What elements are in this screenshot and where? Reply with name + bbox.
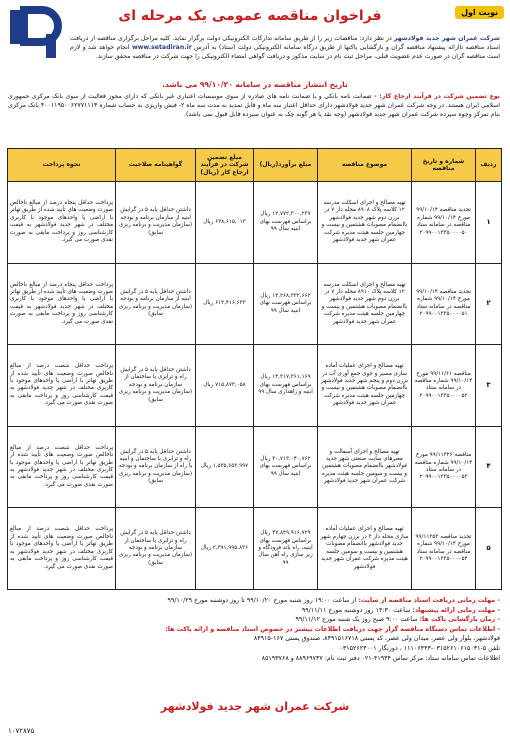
intro-text: در نظر دارد: مناقصات زیر را از طریق سامانه تداركات الکترونیکی دولت برگزار نماید. کلیه مراحل برگزاری مناقصه از دریافت اسناد مناقصه تاارائه پیشنهاد مناقصه گران و بازگشایی پاکتها از طریق درگاه سامانه الکترونیکی دولت (ستاد) به آدرس bbox=[70, 35, 500, 51]
opening-time-label: - زمان بازگشایی پاکت ها: bbox=[419, 616, 500, 624]
row-payment: پرداخت حداقل پنجاه درصد از مبالغ ناخالص صورت وضعیت های تأیید شده از طریق تهاتر با اراضی یا واحدهای موجود با کاربری مختلف در شهر جدید فولادشهر به قیمت کارشناسی روز و پرداخت مابقی به صورت نقدی صورت می گیرد. bbox=[8, 263, 116, 345]
row-no: ۴ bbox=[476, 426, 502, 508]
col-header-estimate: مبلغ برآورد(ریال) bbox=[254, 149, 318, 182]
row-cert: داشتن حداقل پایه ۵ در گرایش راه و ترابری یا ساختمان از سازمان برنامه و بودجه (سازمان مدیریت و برنامه ریزی سابق) bbox=[116, 345, 196, 427]
intro-text-2: انجام خواهد شد و لازم است مناقصه گران در صورت عدم عضویت قبلی، مراحل ثبت نام در سایت مذکور و دریافت گواهی امضاء الکترونیکی را جهت شرکت در مناقصه محقق سازند. bbox=[70, 44, 500, 60]
company-name-footer: شرکت عمران شهر جدید فولادشهر bbox=[160, 700, 350, 713]
table-row bbox=[8, 345, 502, 427]
row-subject: تهیه مصالح و اجرای آسفالت و معبرهای سایت صنعتی شهر جدید فولادشهر باانضمام مصوبات هشتمین و بیست و سومین جلسه هیئت مدیره شرکت عمران شهر جدید فولادشهر bbox=[318, 426, 412, 508]
row-subject: تهیه مصالح و اجرای عملیات آماده سازی محله دار ۳ در برزن چهارم شهر جدید فولادشهر باانضمام مصوبات هشتمین و بیست و سومین جلسه هیئت مدیره شرکت عمران شهر جدید فولادشهر bbox=[318, 508, 412, 590]
col-header-tender: شماره و تاریخ مناقصه bbox=[412, 149, 476, 182]
table-header-row bbox=[8, 149, 502, 182]
row-cert: داشتن حداقل پایه ۵ در گرایش راه و ترابری یا ساختمان از سازمان برنامه و بودجه (سازمان مدیریت و برنامه ریزی سابق) bbox=[116, 508, 196, 590]
row-no: ۳ bbox=[476, 345, 502, 427]
row-deposit: ۶۳۸,۶۱۵,۰۱۳ ریال bbox=[196, 182, 254, 264]
contact-info-title: - اطلاعات تماس دستگاه مناقصه گزار جهت دریافت اطلاعات بیشتر در خصوص اسناد مناقصه و ارائه پاکت ها: bbox=[165, 625, 500, 633]
guarantee-title: نوع تضمین شرکت در فرآیند ارجاع کار: - bbox=[374, 93, 501, 100]
guarantee-text: ضمانت نامه بانکی و یا ضمانت نامه های صادره از سوی موسسات اعتباری غیر بانکی که دارای مجوز فعالیت از سوی بانک مرکزی جمهوری اسلامی ایران هستند. در وجه شرکت عمران شهر جدید فولادشهر دارای حداقل اعتبار سه ماه و قابل تمدید به مدت سه ماه ۲- فیش واریزی به حساب شماره ۴۰۰۱۱۹۵۰۰۶۲۷۷۱۱۱۳ بانک مرکزی بنام تمرکز وجوه سپرده شرکت عمران شهر جدید فولادشهر (وجه نقد یا هر گونه چک به عنوان سپرده قابل قبول نمی باشد). bbox=[8, 93, 500, 118]
intro-paragraph bbox=[70, 34, 500, 61]
row-subject: تهیه مصالح و اجرای عملیات آماده سازی مسیر و جوی جمع آوری آب در برزن دوم و پنجم شهر جدید فولادشهر باانضمام مصوبات هشتمین و بیست و چهارمین جلسه هیئت مدیره شرکت عمران شهر جدید فولادشهر bbox=[318, 345, 412, 427]
row-payment: پرداخت حداقل شصت درصد از مبالغ ناخالص صورت وضعیت های تأیید شده از طریق تهاتر با اراضی یا واحدهای موجود با کاربری مختلف در شهر جدید فولادشهر به قیمت کارشناسی روز و پرداخت مابقی به صورت نقدی صورت می گیرد. bbox=[8, 508, 116, 590]
table-row bbox=[8, 263, 502, 345]
documents-deadline-line bbox=[10, 596, 500, 606]
tender-details-footer bbox=[10, 596, 500, 663]
col-header-no: ردیف bbox=[476, 149, 502, 182]
publish-date: تاریخ انتشار مناقصه در سامانه ۹۹/۱۰/۲۰ می باشد. bbox=[162, 80, 348, 89]
row-payment: پرداخت حداقل شصت درصد از مبالغ ناخالص صورت وضعیت های تأیید شده از طریق تهاتر با اراضی یا واحدهای موجود با کاربری مختلف در شهر جدید فولادشهر به قیمت کارشناسی روز و پرداخت مابقی به صورت نقدی صورت می گیرد. bbox=[8, 426, 116, 508]
row-estimate: ۱۴,۳۱۷,۳۶۱,۱۶۹ ریال براساس فهرست بهای ابنیه و راهداری سال ۹۹ bbox=[254, 345, 318, 427]
documents-deadline-label: - مهلت زمانی دریافت اسناد مناقصه از سایت: bbox=[358, 597, 500, 604]
setad-website-link[interactable]: www.setadiran.ir bbox=[131, 44, 192, 51]
row-deposit: ۱,۵۳۵,۶۵۳,۹۹۷ ریال bbox=[196, 426, 254, 508]
col-header-subject: موضوع مناقصه bbox=[318, 149, 412, 182]
row-estimate: ۴۷,۸۳۹,۹۱۶,۷۲۹ ریال براساس فهرست بهای ابنیه، راه باند فرودگاه و زیر سازی راه آهن سال ۹۹ bbox=[254, 508, 318, 590]
row-estimate: ۱۲,۷۷۲,۳۰۰,۲۳۷ ریال براساس فهرست بهای ابنیه سال ۹۹ bbox=[254, 182, 318, 264]
row-payment: پرداخت حداقل شصت درصد از مبالغ ناخالص صورت وضعیت های تأیید شده از طریق تهاتر با اراضی یا واحدهای موجود با کاربری مختلف در شهر جدید فولادشهر به قیمت کارشناسی روز و پرداخت مابقی به صورت نقدی صورت می گیرد. bbox=[8, 345, 116, 427]
row-cert: داشتن حداقل پایه ۵ در گرایش ابنیه از سازمان برنامه و بودجه (سازمان مدیریت و برنامه ریزی سابق) bbox=[116, 182, 196, 264]
row-estimate: ۳۰,۷۱۳,۰۴۰,۷۶۲ ریال براساس فهرست بهای ابنیه سال ۹۹ bbox=[254, 426, 318, 508]
row-tender: مناقصه ۹۹/۱۱/۶۱ مورخ ۹۹/۱۰/۱۴ شماره مناقصه در سامانه ستاد ۲۰۹۹۰۰۱۳۳۵۰۰۰۰۵۲ bbox=[412, 345, 476, 427]
documents-deadline-value: از ساعت ۱۹:۰۰ روز شنبه مورخ ۹۹/۱۰/۲۰ تا روز دوشنبه مورخ ۹۹/۱۰/۲۹ bbox=[167, 597, 357, 604]
row-subject: تهیه مصالح و اجرای اسکلت مدرسه ۱۲ کلاسه پلاک ۸۹۱۰ محله دار ۷ در برزن دوم شهر جدید فولادشهر باانضمام مصوبات هشتمین و بیست و چهارمین جلسه هیئت مدیره شرکت عمران شهر جدید فولادشهر bbox=[318, 263, 412, 345]
row-deposit: ۶۱۳,۴۱۶,۶۳۳ ریال bbox=[196, 263, 254, 345]
ad-code: ۱۰۷۲۸۷۵ bbox=[8, 727, 35, 735]
row-deposit: ۲,۳۹۱,۹۹۵,۸۳۶ ریال bbox=[196, 508, 254, 590]
row-deposit: ۷۱۵,۸۷۳,۰۵۸ ریال bbox=[196, 345, 254, 427]
row-no: ۲ bbox=[476, 263, 502, 345]
row-payment: پرداخت حداقل پنجاه درصد از مبالغ ناخالص صورت وضعیت های تأیید شده از طریق تهاتر با اراضی یا واحدهای موجود با کاربری مختلف در شهر جدید فولادشهر به قیمت کارشناسی روز و پرداخت مابقی به صورت نقدی صورت می گیرد. bbox=[8, 182, 116, 264]
offer-deadline-line bbox=[10, 606, 500, 616]
offer-deadline-value: ساعت ۱۴:۳۰ روز دوشنبه مورخ ۹۹/۱۱/۱۱ bbox=[301, 606, 411, 614]
company-logo bbox=[6, 4, 66, 62]
col-header-payment: نحوه پرداخت bbox=[8, 149, 116, 182]
row-estimate: ۱۲,۲۶۸,۳۳۲,۶۶۲ ریال براساس فهرست بهای ابنیه سال ۹۹ bbox=[254, 263, 318, 345]
offer-deadline-label: - مهلت زمانی ارائه پیشنهاد: bbox=[412, 606, 500, 614]
row-no: ۱ bbox=[476, 182, 502, 264]
row-subject: تهیه مصالح و اجرای اسکلت مدرسه ۱۲ کلاسه پلاک ۸۹۰۸ محله دار ۷ در برزن دوم شهر جدید فولادشهر باانضمام مصوبات هشتمین و بیست و چهارمین جلسه هیئت مدیره شرکت عمران شهر جدید فولادشهر bbox=[318, 182, 412, 264]
opening-time-line bbox=[10, 615, 500, 625]
col-header-cert: گواهینامه صلاحیت bbox=[116, 149, 196, 182]
intro-company: شرکت عمران شهر جدید فولادشهر bbox=[393, 35, 500, 42]
row-tender: تجدید مناقصه ۹۹/۱۰/۱۴ مورخ ۹۹/۱۰/۱۴ شماره مناقصه در سامانه ستاد ۲۰۹۹۰۰۱۳۳۵۰۰۰۰۵۰ bbox=[412, 182, 476, 264]
row-tender: تجدید مناقصه ۹۹/۱۱۳۵۳ مورخ ۹۹/۱۰/۱۴ شماره مناقصه در سامانه ستاد ۲۰۹۹۰۰۱۳۳۵۰۰۰۰۵۴ bbox=[412, 508, 476, 590]
row-no: ۵ bbox=[476, 508, 502, 590]
guarantee-paragraph bbox=[8, 92, 500, 119]
first-publication-badge: نوبت اول bbox=[455, 6, 504, 19]
notice-title: فراخوان مناقصه عمومی یک مرحله ای bbox=[118, 8, 382, 24]
setad-contact: اطلاعات تماس سامانه ستاد: مرکز تماس ۴۱۹۳۴-۰۲۱ دفتر ثبت نام: ۸۸۹۶۹۷۳۷ و ۸۵۱۹۳۷۶۸ bbox=[261, 654, 500, 662]
table-row bbox=[8, 182, 502, 264]
contact-address: فولادشهر، بلوار ولی عصر، میدان ولی عصر، کد پستی ۸۴۹۱۵۱۶۷۱۸، صندوق پستی ۱۶۷-۸۴۹۱۵ bbox=[253, 635, 500, 643]
tenders-table bbox=[7, 148, 502, 590]
col-header-deposit: مبلغ تضمین شرکت در فرآیند ارجاع کار (ریال) bbox=[196, 149, 254, 182]
table-row bbox=[8, 426, 502, 508]
table-row bbox=[8, 508, 502, 590]
row-cert: داشتن حداقل پایه ۵ در گرایش راه و ترابری یا ساختمان و ابنیه یا راه از سازمان برنامه و بودجه (سازمان مدیریت و برنامه ریزی سابق) bbox=[116, 426, 196, 508]
contact-phone: تلفن ۵-۰۳۱۵۲۶۱۰۶۱۵۰۳۱-۱۱۱۰۶۴۴۳ ، دورنگار ۰۳۱۵۲۶۲۴۰۰۱ bbox=[339, 644, 500, 652]
row-cert: داشتن حداقل پایه ۵ در گرایش ابنیه از سازمان برنامه و بودجه (سازمان مدیریت و برنامه ریزی سابق) bbox=[116, 263, 196, 345]
row-tender: تجدید مناقصه ۹۹/۱۰/۱۴ مورخ ۹۹/۱۰/۱۴ شماره مناقصه در سامانه ستاد ۲۰۹۹۰۰۱۳۳۵۰۰۰۰۵۱ bbox=[412, 263, 476, 345]
row-tender: مناقصه ۹۹/۱۱۳۲۶ مورخ ۹۹/۱۰/۱۴ شماره مناقصه در سامانه ستاد ۲۰۹۹۰۰۱۳۳۵۰۰۰۰۵۳ bbox=[412, 426, 476, 508]
opening-time-value: ساعت ۹:۰۰ صبح روز یک شنبه مورخ ۹۹/۱۱/۱۲ bbox=[295, 616, 418, 624]
